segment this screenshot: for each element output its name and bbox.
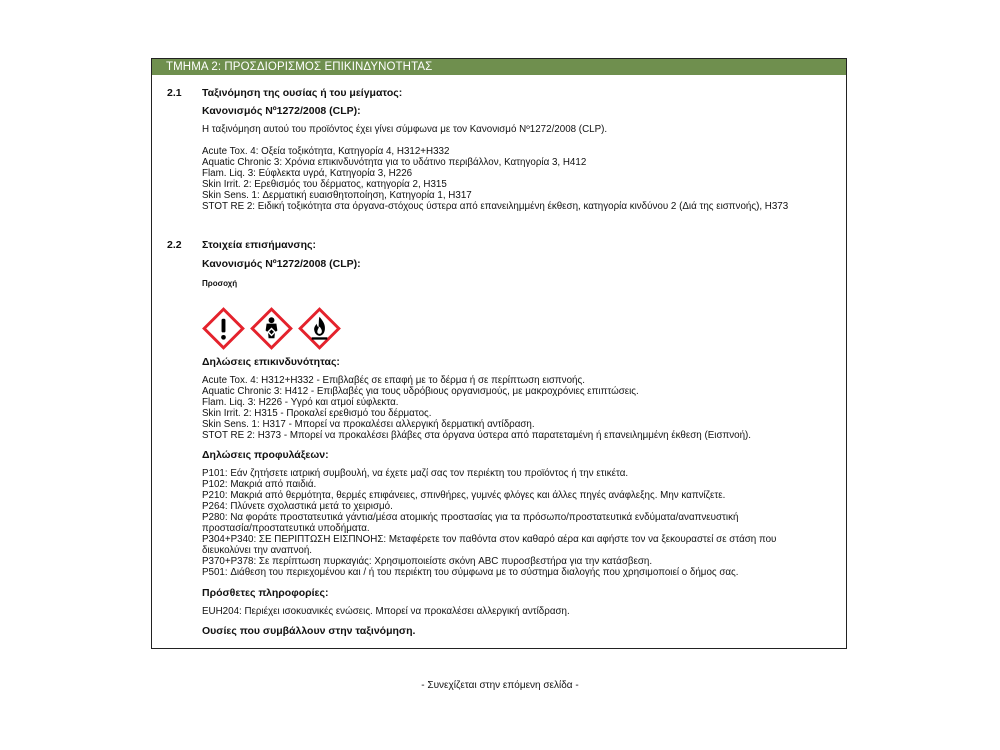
section-frame (151, 58, 847, 649)
precautionary-statement: P501: Διάθεση του περιεχομένου και / ή του περιέκτη του σύμφωνα με το σύστημα διαλογής που χρησιμοποιεί ο δήμος σας. (202, 567, 739, 578)
subsection-number-2-1: 2.1 (167, 87, 182, 99)
classification-line: Flam. Liq. 3: Εύφλεκτα υγρά, Κατηγορία 3, H226 (202, 168, 413, 179)
additional-info-line: EUH204: Περιέχει ισοκυανικές ενώσεις. Μπορεί να προκαλέσει αλλεργική αντίδραση. (202, 606, 570, 617)
hazard-statement: Aquatic Chronic 3: H412 - Επιβλαβές για τους υδρόβιους οργανισμούς, με μακροχρόνιες επιπτώσεις. (202, 386, 639, 397)
hazard-statement: STOT RE 2: H373 - Μπορεί να προκαλέσει βλάβες στα όργανα ύστερα από παρατεταμένη ή επανειλημμένη έκθεση (Εισπνοή). (202, 430, 752, 441)
flame-pictogram (298, 307, 341, 350)
precautionary-statements-heading: Δηλώσεις προφυλάξεων: (202, 449, 329, 461)
page-footer: - Συνεχίζεται στην επόμενη σελίδα - (421, 680, 579, 691)
classification-line: Aquatic Chronic 3: Χρόνια επικινδυνότητα για το υδάτινο περιβάλλον, Κατηγορία 3, H412 (202, 157, 587, 168)
signal-word: Προσοχή (202, 279, 238, 288)
classification-line: Acute Tox. 4: Οξεία τοξικότητα, Κατηγορία 4, H312+H332 (202, 146, 450, 157)
classification-intro: Η ταξινόμηση αυτού του προϊόντος έχει γίνει σύμφωνα με τον Κανονισμό Nº1272/2008 (CLP). (202, 124, 608, 135)
ghs-pictograms (202, 307, 341, 350)
additional-info-heading: Πρόσθετες πληροφορίες: (202, 587, 329, 599)
health-hazard-pictogram (250, 307, 293, 350)
subsection-title-2-2: Στοιχεία επισήμανσης: (202, 239, 316, 251)
hazard-statement: Flam. Liq. 3: H226 - Υγρό και ατμοί εύφλεκτα. (202, 397, 399, 408)
precautionary-statement: P370+P378: Σε περίπτωση πυρκαγιάς: Χρησιμοποιείστε σκόνη ABC πυροσβεστήρα για την κατάσβεση. (202, 556, 653, 567)
subsection-title-2-1: Ταξινόμηση της ουσίας ή του μείγματος: (202, 87, 403, 99)
section-header: ΤΜΗΜΑ 2: ΠΡΟΣΔΙΟΡΙΣΜΟΣ ΕΠΙΚΙΝΔΥΝΟΤΗΤΑΣ (152, 59, 846, 75)
hazard-statements-heading: Δηλώσεις επικινδυνότητας: (202, 356, 340, 368)
contributing-substances-heading: Ουσίες που συμβάλλουν στην ταξινόμηση. (202, 625, 416, 637)
precautionary-statement: προστασία/προστατευτικά υποδήματα. (202, 523, 370, 534)
regulation-heading-2-2: Κανονισμός Nº1272/2008 (CLP): (202, 258, 361, 270)
exclamation-mark-pictogram (202, 307, 245, 350)
precautionary-statement: P280: Να φοράτε προστατευτικά γάντια/μέσα ατομικής προστασίας για τα πρόσωπο/προστατευτικά ενδύματα/αναπνευστική (202, 512, 739, 523)
precautionary-statement: P264: Πλύνετε σχολαστικά μετά το χειρισμό. (202, 501, 393, 512)
regulation-heading-2-1: Κανονισμός Nº1272/2008 (CLP): (202, 105, 361, 117)
hazard-statement: Acute Tox. 4: H312+H332 - Επιβλαβές σε επαφή με το δέρμα ή σε περίπτωση εισπνοής. (202, 375, 585, 386)
classification-line: STOT RE 2: Ειδική τοξικότητα στα όργανα-στόχους ύστερα από επανειλημμένη έκθεση, κατηγορία κινδύνου 2 (Διά της εισπνοής), H373 (202, 201, 789, 212)
classification-line: Skin Irrit. 2: Ερεθισμός του δέρματος, κατηγορία 2, H315 (202, 179, 447, 190)
precautionary-statement: διευκολύνει την αναπνοή. (202, 545, 313, 556)
precautionary-statement: P102: Μακριά από παιδιά. (202, 479, 317, 490)
subsection-number-2-2: 2.2 (167, 239, 182, 251)
precautionary-statement: P101: Εάν ζητήσετε ιατρική συμβουλή, να έχετε μαζί σας τον περιέκτη του προϊόντος ή την ετικέτα. (202, 468, 629, 479)
precautionary-statement: P210: Μακριά από θερμότητα, θερμές επιφάνειες, σπινθήρες, γυμνές φλόγες και άλλες πηγές ανάφλεξης. Μην καπνίζετε. (202, 490, 726, 501)
hazard-statement: Skin Irrit. 2: H315 - Προκαλεί ερεθισμό του δέρματος. (202, 408, 432, 419)
classification-line: Skin Sens. 1: Δερματική ευαισθητοποίηση, Κατηγορία 1, H317 (202, 190, 472, 201)
precautionary-statement: P304+P340: ΣΕ ΠΕΡΙΠΤΩΣΗ ΕΙΣΠΝΟΗΣ: Μεταφέρετε τον παθόντα στον καθαρό αέρα και αφήστε τον να ξεκουραστεί σε στάση που (202, 534, 777, 545)
hazard-statement: Skin Sens. 1: H317 - Μπορεί να προκαλέσει αλλεργική δερματική αντίδραση. (202, 419, 535, 430)
